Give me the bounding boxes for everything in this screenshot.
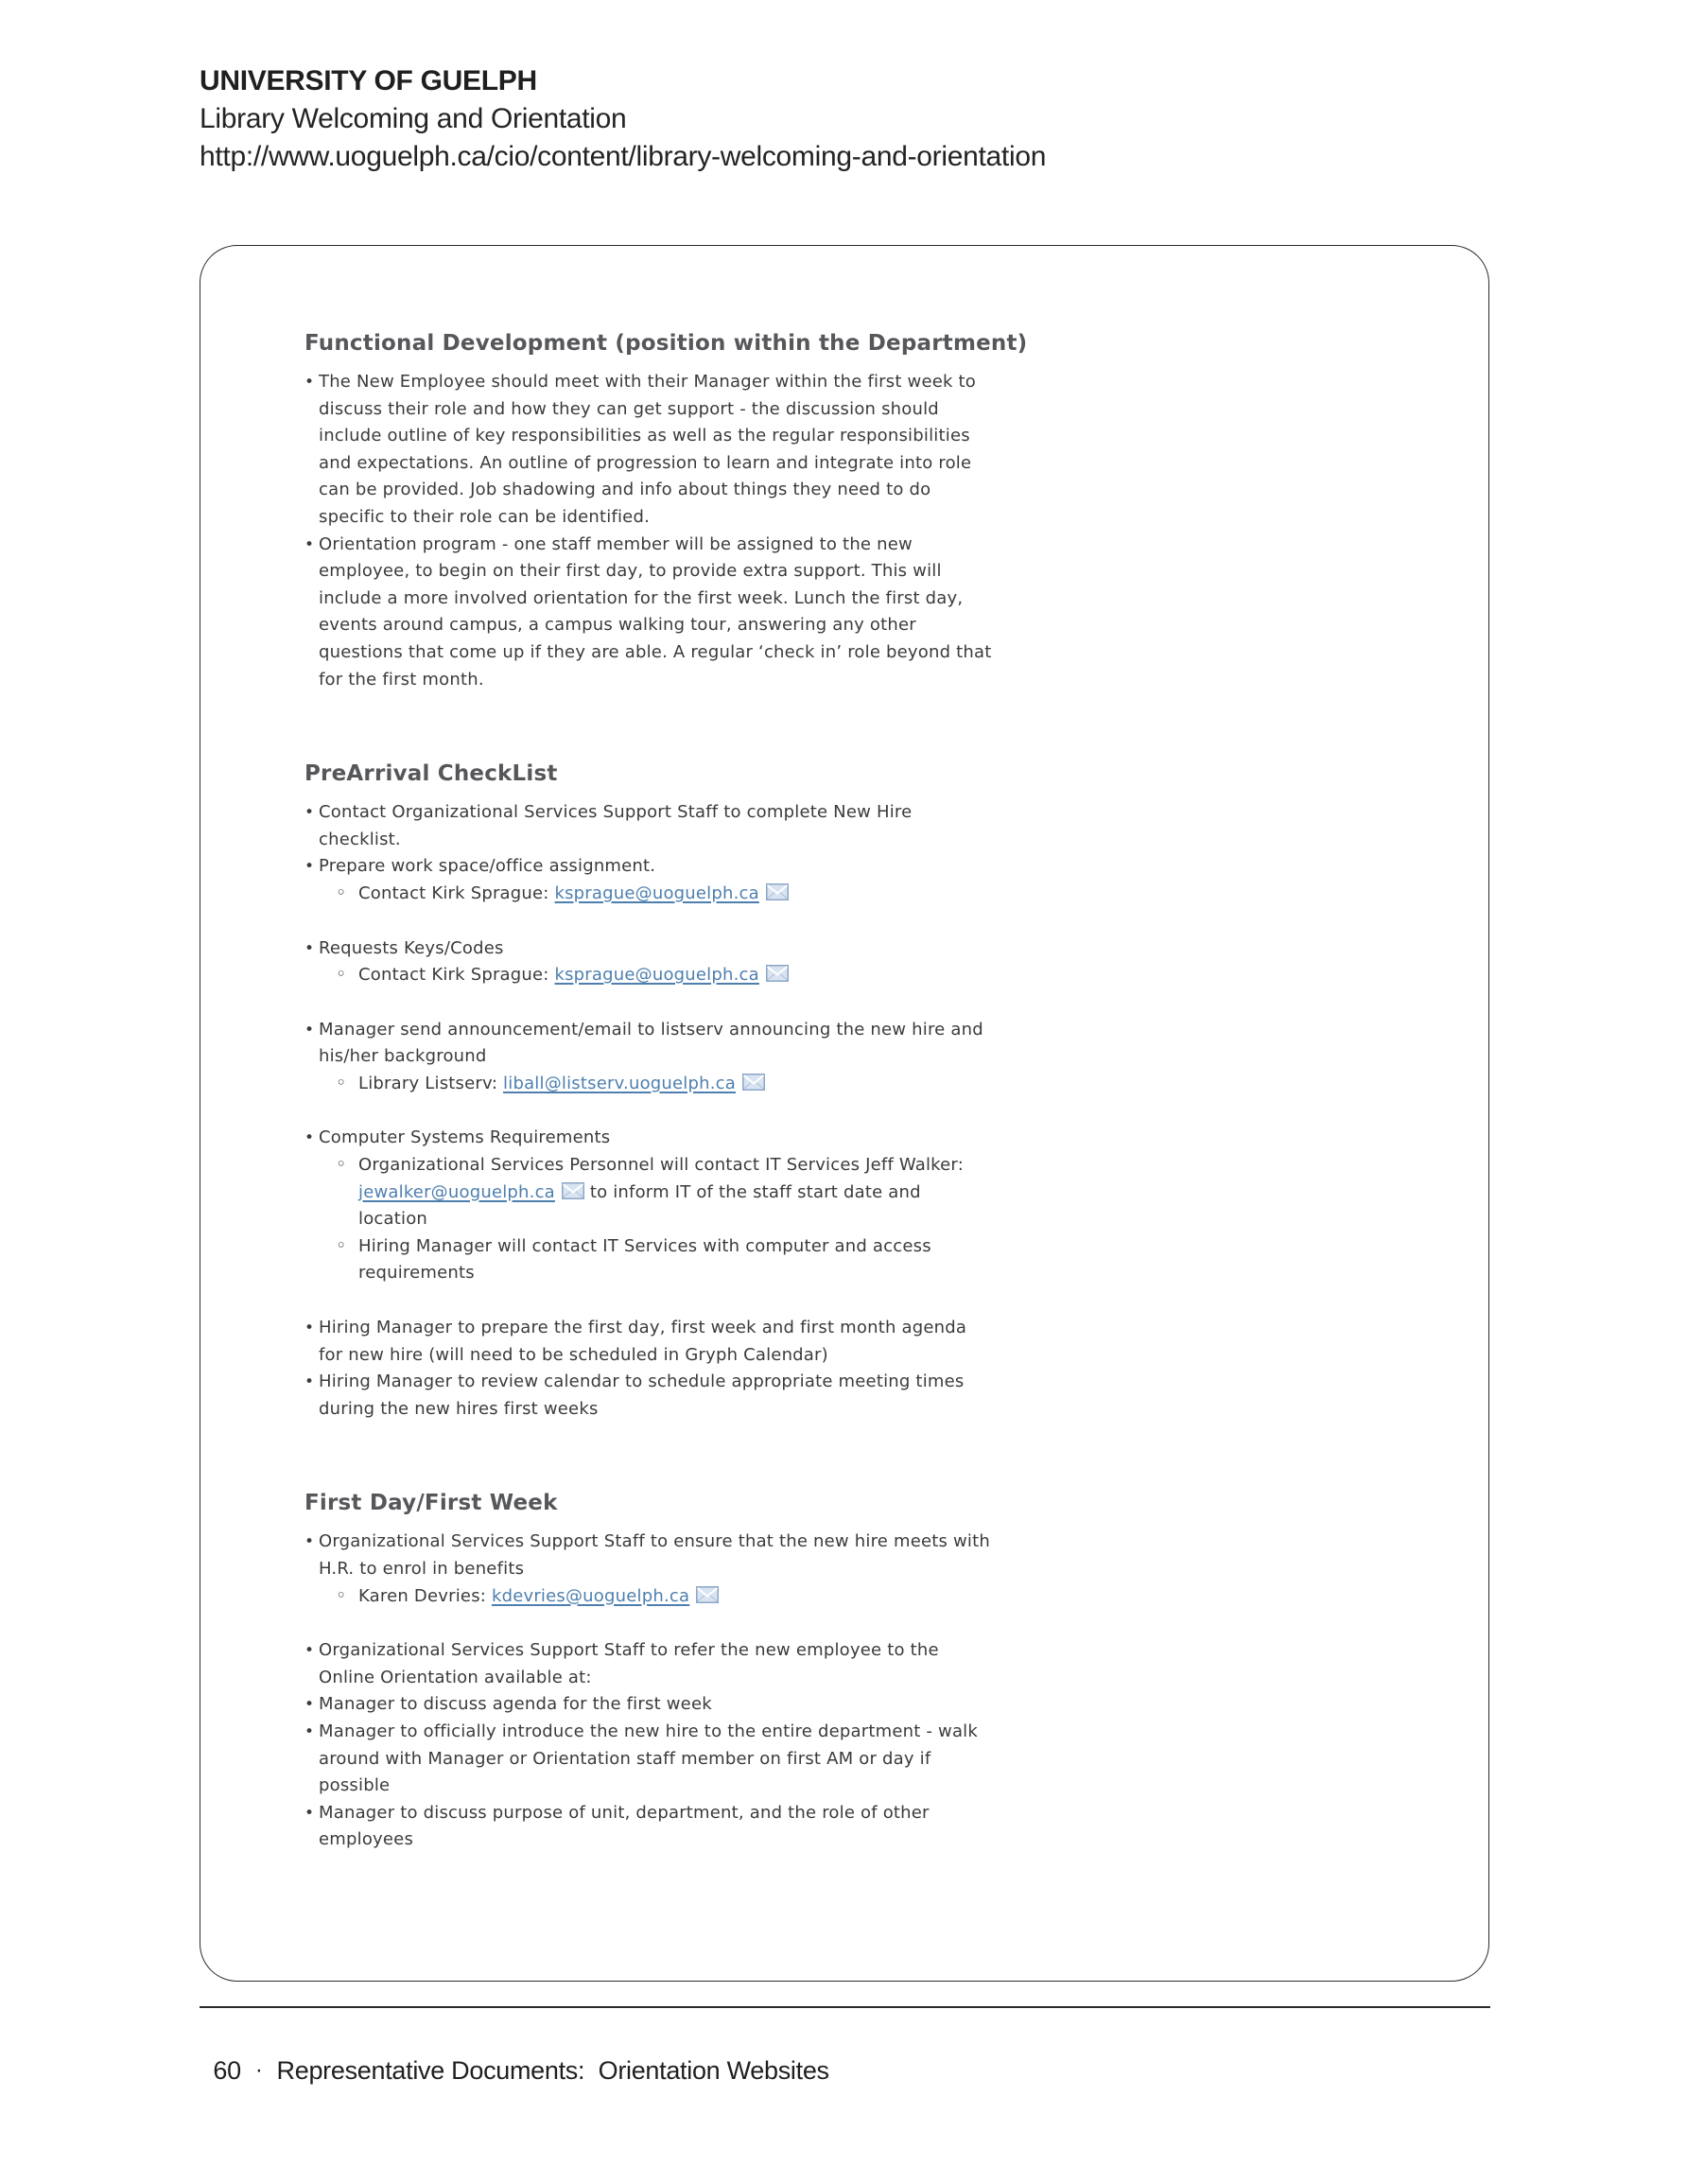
list-item: • Computer Systems Requirements	[304, 1125, 993, 1152]
bullet-marker: •	[304, 1020, 315, 1040]
bullet-marker: •	[304, 1803, 315, 1823]
webpage-screenshot-frame	[200, 245, 1489, 1982]
content-sections	[304, 331, 1028, 1854]
list-item: • Hiring Manager to prepare the first day, first week and first month agenda for new hire (will need to be scheduled in Gryph Calendar)	[304, 1315, 993, 1369]
bullet-marker: •	[304, 1128, 315, 1148]
footer-rule	[200, 2006, 1490, 2008]
bullet-marker: •	[304, 1532, 315, 1552]
section-heading: Functional Development (position within the Department)	[304, 331, 1028, 356]
list-item: ◦ Contact Kirk Sprague: ksprague@uoguelph.ca	[304, 962, 993, 989]
section-heading: PreArrival CheckList	[304, 761, 558, 787]
list-item: • The New Employee should meet with their Manager within the first week to discuss their role and how they can get support - the discussion should include outline of key responsibilities as well as the regular responsibilities and expectations. An outline of progression to learn and integrate into role can be provided. Job shadowing and info about things they need to do specific to their role can be identified.	[304, 369, 993, 532]
mail-icon[interactable]	[766, 883, 789, 900]
bullet-marker: •	[304, 1695, 315, 1715]
content-section	[304, 1491, 1023, 1854]
bullet-marker: •	[304, 1721, 315, 1741]
email-link[interactable]: jewalker@uoguelph.ca	[358, 1181, 555, 1202]
list-item: ◦ Karen Devries: kdevries@uoguelph.ca	[304, 1583, 993, 1611]
bullet-marker: •	[304, 857, 315, 877]
email-link[interactable]: ksprague@uoguelph.ca	[554, 965, 759, 986]
sub-bullet-marker: ◦	[336, 1234, 347, 1256]
bullet-marker: •	[304, 1319, 315, 1338]
mail-icon[interactable]	[742, 1074, 765, 1091]
document-header	[200, 62, 1046, 176]
list-item: • Hiring Manager to review calendar to schedule appropriate meeting times during the new hires first weeks	[304, 1369, 993, 1423]
bullet-marker: •	[304, 534, 315, 554]
footer-label: Representative Documents: Orientation Websites	[276, 2056, 829, 2085]
list-item: • Manager to discuss agenda for the first week	[304, 1691, 993, 1719]
list-item: • Prepare work space/office assignment.	[304, 853, 993, 881]
content-section	[304, 761, 1023, 1423]
sub-bullet-marker: ◦	[336, 964, 347, 986]
list-item: • Organizational Services Support Staff to refer the new employee to the Online Orientation available at:	[304, 1637, 993, 1691]
footer-separator: ·	[254, 2057, 263, 2083]
list-item: ◦ Library Listserv: liball@listserv.uoguelph.ca	[304, 1071, 993, 1098]
mail-icon[interactable]	[562, 1182, 584, 1199]
email-link[interactable]: kdevries@uoguelph.ca	[491, 1585, 690, 1606]
page-number: 60	[213, 2056, 241, 2085]
list-item: • Manager to officially introduce the new hire to the entire department - walk around with Manager or Orientation staff member on first AM or day if possible	[304, 1719, 993, 1800]
content-section	[304, 331, 1028, 693]
section-heading: First Day/First Week	[304, 1491, 558, 1516]
sub-bullet-marker: ◦	[336, 1584, 347, 1606]
list-item: ◦ Organizational Services Personnel will contact IT Services Jeff Walker: jewalker@uoguelph.ca to inform IT of the staff start date and location	[304, 1152, 993, 1233]
sub-bullet-marker: ◦	[336, 882, 347, 903]
list-item: • Requests Keys/Codes	[304, 935, 993, 963]
list-item: ◦ Hiring Manager will contact IT Services with computer and access requirements	[304, 1233, 993, 1287]
bullet-marker: •	[304, 938, 315, 958]
sub-bullet-marker: ◦	[336, 1072, 347, 1093]
document-url: http://www.uoguelph.ca/cio/content/library-welcoming-and-orientation	[200, 141, 1047, 172]
bullet-list	[304, 1529, 993, 1854]
sub-bullet-marker: ◦	[336, 1154, 347, 1176]
bullet-list	[304, 799, 993, 1423]
list-item: • Manager send announcement/email to listserv announcing the new hire and his/her background	[304, 1017, 993, 1071]
bullet-marker: •	[304, 1641, 315, 1661]
institution-name: UNIVERSITY OF GUELPH	[200, 65, 537, 96]
mail-icon[interactable]	[766, 965, 789, 982]
list-item: • Orientation program - one staff member will be assigned to the new employee, to begin on their first day, to provide extra support. This will include a more involved orientation for the first week. Lunch the first day, events around campus, a campus walking tour, answering any other questions that come up if they are able. A regular ‘check in’ role beyond that for the first month.	[304, 532, 993, 694]
bullet-marker: •	[304, 803, 315, 823]
email-link[interactable]: ksprague@uoguelph.ca	[554, 882, 759, 903]
bullet-list	[304, 369, 993, 693]
bullet-marker: •	[304, 373, 315, 392]
list-item: • Contact Organizational Services Support Staff to complete New Hire checklist.	[304, 799, 993, 853]
mail-icon[interactable]	[696, 1586, 719, 1603]
email-link[interactable]: liball@listserv.uoguelph.ca	[503, 1073, 736, 1093]
list-item: • Organizational Services Support Staff to ensure that the new hire meets with H.R. to enrol in benefits	[304, 1529, 993, 1582]
bullet-marker: •	[304, 1372, 315, 1392]
page-footer	[200, 2027, 829, 2086]
list-item: • Manager to discuss purpose of unit, department, and the role of other employees	[304, 1800, 993, 1854]
document-title: Library Welcoming and Orientation	[200, 103, 627, 134]
list-item: ◦ Contact Kirk Sprague: ksprague@uoguelph.ca	[304, 881, 993, 908]
